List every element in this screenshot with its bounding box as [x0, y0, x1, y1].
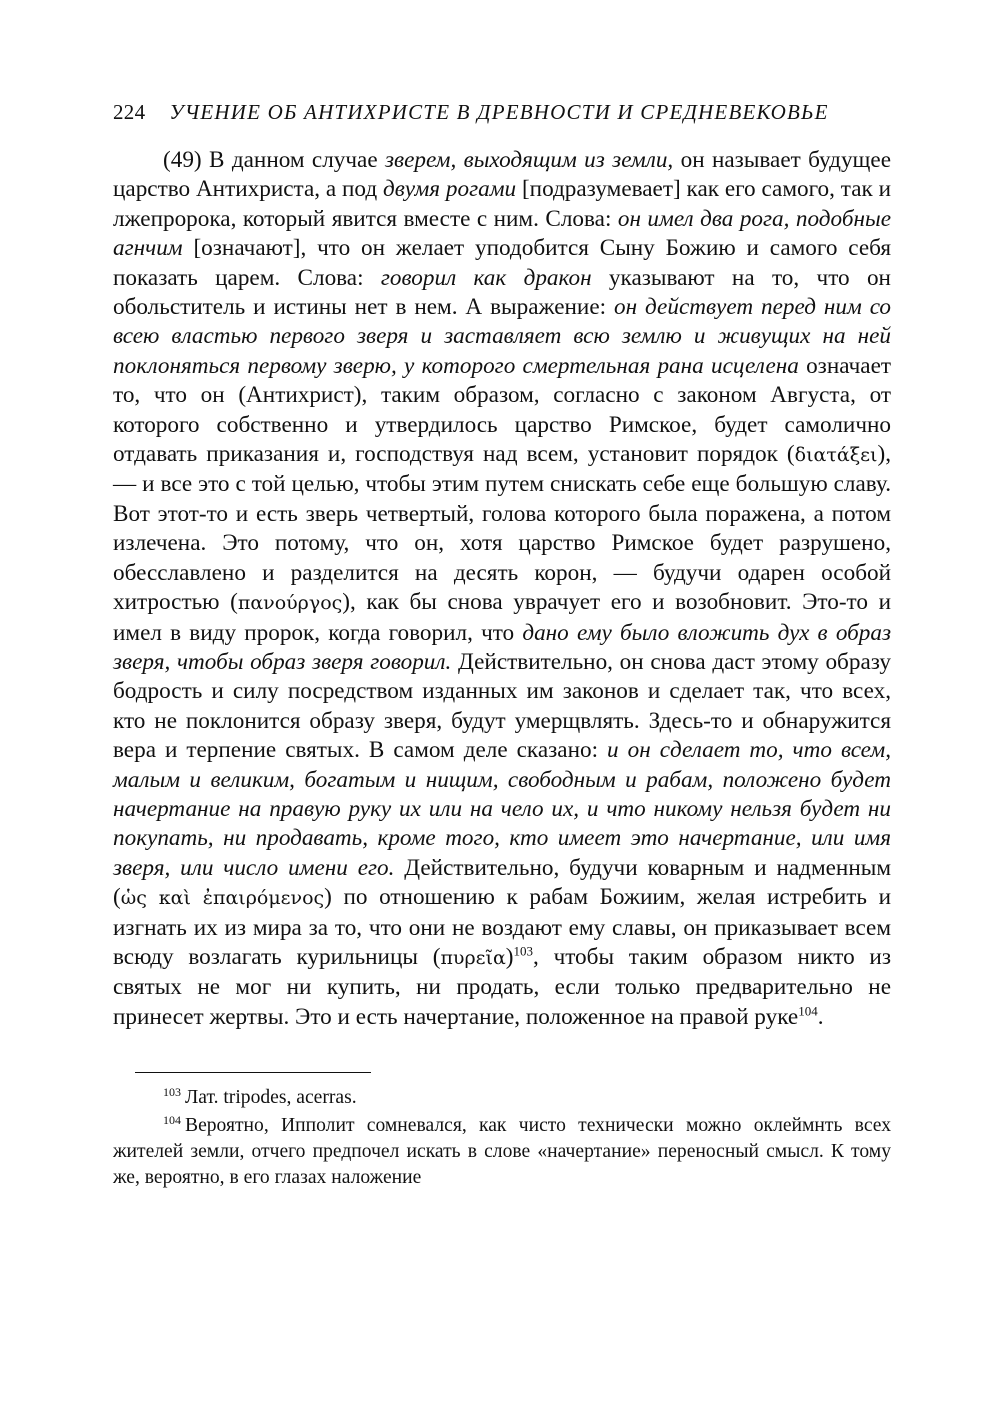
quote-run: зверем, выходящим из земли, — [384, 147, 674, 173]
running-title: УЧЕНИЕ ОБ АНТИХРИСТЕ В ДРЕВНОСТИ И СРЕДНЕВЕКОВЬЕ — [169, 100, 829, 124]
text-run: . — [817, 1003, 824, 1030]
text-run: , чтобы таким образом никто из святых не мог ни купить, ни продать, если только предварительно не принесет жертвы. Это и есть начертание, положенное на правой руке — [113, 943, 891, 1030]
footnote-ref[interactable]: 104 — [798, 1003, 818, 1019]
footnotes — [113, 1085, 891, 1191]
footnote — [113, 1085, 891, 1111]
text-run: ), — и все это с той целью, чтобы этим путем снискать себе еще большую славу. Вот этот-то и есть зверь четвертый, голова которого была поражена, а потом излечена. Это потому, что он, хотя царство Римское будет разрушено, обесславлено и разделится на десять корон, — будучи одарен особой хитростью ( — [113, 441, 891, 616]
book-page — [113, 100, 891, 1193]
text-run: ), как бы снова уврачует его и возобновит. Это-то и имел в виду пророк, когда говорил, что — [113, 589, 891, 646]
footnote-text: Вероятно, Ипполит сомневался, как чисто технически можно оклеймнть всех жителей земли, отчего предпочел искать в слове «начертание» переносный смысл. К тому же, вероятно, в его глазах наложение — [113, 1115, 891, 1189]
footnote-divider — [135, 1072, 371, 1073]
text-run: указывают на то, что он обольститель и истины нет в нем. А выражение: — [113, 264, 891, 321]
text-run: [подразумевает] как его самого, так и лжепророка, который явится вместе с ним. Слова: — [113, 176, 891, 232]
footnote-mark: 104 — [163, 1112, 181, 1127]
text-run: ) — [505, 943, 514, 970]
footnote-text: Лат. tripodes, acerras. — [185, 1087, 357, 1109]
footnote-ref[interactable]: 103 — [513, 943, 534, 959]
footnote-mark: 103 — [163, 1084, 181, 1099]
greek-term: πυρεῖα — [440, 946, 506, 969]
footnote — [113, 1113, 891, 1191]
text-run: Действительно, он снова даст этому образу бодрость и силу посредством изданных им законов и сделает так, что всех, кто не поклонится образу зверя, будут умерщвлять. Здесь-то и обнаружится вера и терпение святых. В самом деле сказано: — [113, 648, 891, 764]
quote-run: дано ему было вложить дух в образ зверя, чтобы образ зверя говорил. — [113, 619, 891, 675]
text-run: ) по отношению к рабам Божиим, желая истребить и изгнать их из мира за то, что они не воздают ему славы, он приказывает всем всюду возлагать курильницы ( — [113, 884, 891, 970]
greek-term: διατάξει — [794, 444, 878, 467]
text-run: (49) В данном случае — [163, 147, 385, 173]
quote-run: говорил как дракон — [380, 264, 592, 291]
page-number: 224 — [113, 100, 146, 124]
quote-run: он имел два рога, подобные агнчим — [113, 205, 891, 262]
quote-run: он действует перед ним со всею властью первого зверя и заставляет всю землю и живущих на ней поклоняться первому зверю, у которого смертельная рана исцелена — [113, 294, 891, 379]
text-run: [означают], что он желает уподобится Сыну Божию и самого себя показать царем. Слова: — [113, 235, 891, 291]
text-run: Действительно, будучи коварным и надменным ( — [113, 854, 891, 911]
greek-term: πανούργος — [237, 592, 343, 615]
quote-run: двумя рогами — [382, 176, 517, 203]
main-paragraph — [113, 146, 891, 1032]
running-head — [113, 100, 891, 132]
text-run: он называет будущее царство Антихриста, а под — [113, 147, 891, 203]
greek-term: ὡς καὶ ἐπαιρόμενος — [120, 887, 325, 910]
text-run: означает то, что он (Антихрист), таким образом, согласно с законом Августа, от которого собственно и утвердилось царство Римское, будет самолично отдавать приказания и, господствуя над всем, установит порядок ( — [113, 352, 891, 468]
quote-run: и он сделает то, что всем, малым и великим, богатым и нищим, свободным и рабам, положено будет начертание на правую руку их или на чело их, и что никому нельзя будет ни покупать, ни продавать, кроме того, кто имеет это начертание, или имя зверя, или число имени его. — [113, 737, 891, 881]
